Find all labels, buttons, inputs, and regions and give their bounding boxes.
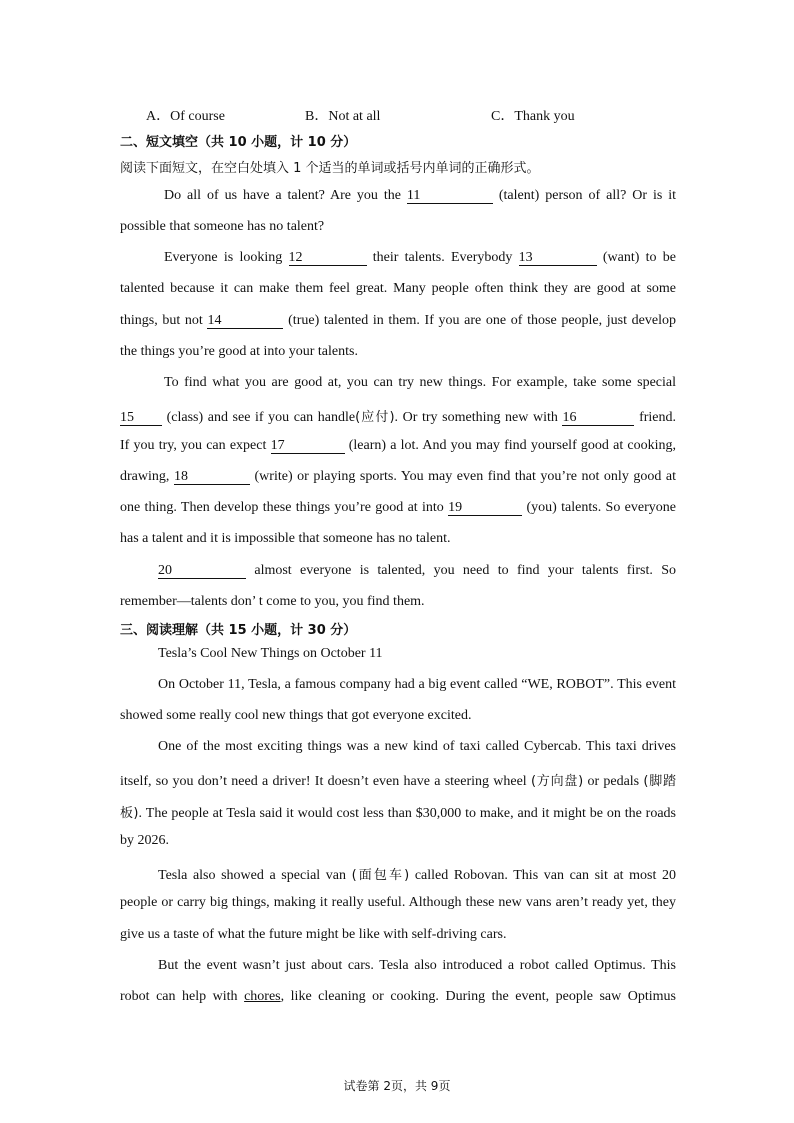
article-line: robot can help with chores, like cleaning or cooking. During the event, people saw Optimus <box>120 989 676 1004</box>
article-line: On October 11, Tesla, a famous company had a big event called “WE, ROBOT”. This event <box>158 677 676 692</box>
passage-line: talented because it can make them feel great. Many people often think they are good at some <box>120 281 676 296</box>
page-footer: 试卷第 2页，共 9页 <box>343 1079 451 1093</box>
section2-instruction: 阅读下面短文，在空白处填入 1 个适当的单词或括号内单词的正确形式。 <box>120 161 540 176</box>
blank-18: 18 <box>174 470 250 485</box>
article-line: people or carry big things, making it really useful. Although these new vans aren’t ready yet, they <box>120 895 676 910</box>
passage-line: To find what you are good at, you can try new things. For example, take some special <box>164 375 676 390</box>
article-line: by 2026. <box>120 833 169 848</box>
article-title: Tesla’s Cool New Things on October 11 <box>158 646 383 661</box>
blank-12: 12 <box>289 251 367 266</box>
blank-17: 17 <box>271 439 345 454</box>
blank-11: 11 <box>407 189 493 204</box>
article-line: Tesla also showed a special van (面包车) called Robovan. This van can sit at most 20 <box>158 868 676 883</box>
article-line: showed some really cool new things that got everyone excited. <box>120 708 472 723</box>
passage-line: 15 (class) and see if you can handle(应付). Or try something new with 16 friend. <box>120 410 676 425</box>
blank-16: 16 <box>562 411 634 426</box>
passage-line: If you try, you can expect 17 (learn) a lot. And you may find yourself good at cooking, <box>120 438 676 453</box>
option-b: B．Not at all <box>305 109 381 124</box>
passage-line: Everyone is looking 12 their talents. Everybody 13 (want) to be <box>164 250 677 265</box>
passage-line: drawing, 18 (write) or playing sports. You may even find that you’re not only good at <box>120 469 677 484</box>
blank-13: 13 <box>519 251 597 266</box>
passage-line: things, but not 14 (true) talented in them. If you are one of those people, just develop <box>120 313 676 328</box>
passage-line: has a talent and it is impossible that someone has no talent. <box>120 531 451 546</box>
passage-line: one thing. Then develop these things you’re good at into 19 (you) talents. So everyone <box>120 500 676 515</box>
blank-20: 20 <box>158 564 246 579</box>
article-line: give us a taste of what the future might be like with self-driving cars. <box>120 927 507 942</box>
blank-14: 14 <box>207 314 283 329</box>
article-line: One of the most exciting things was a new kind of taxi called Cybercab. This taxi drives <box>158 739 676 754</box>
article-line: 板). The people at Tesla said it would cost less than $30,000 to make, and it might be on the roads <box>120 806 676 821</box>
blank-19: 19 <box>448 501 522 516</box>
passage-line: Do all of us have a talent? Are you the 11 (talent) person of all? Or is it <box>164 188 677 203</box>
passage-line: the things you’re good at into your talents. <box>120 344 358 359</box>
blank-15: 15 <box>120 411 162 426</box>
section2-heading: 二、短文填空（共 10 小题，计 10 分） <box>120 135 357 150</box>
article-line: itself, so you don’t need a driver! It doesn’t even have a steering wheel (方向盘) or pedals (脚踏 <box>120 774 677 789</box>
passage-line: possible that someone has no talent? <box>120 219 325 234</box>
passage-line: remember—talents don’ t come to you, you find them. <box>120 594 425 609</box>
article-line: But the event wasn’t just about cars. Tesla also introduced a robot called Optimus. This <box>158 958 676 973</box>
underlined-word-chores: chores <box>244 989 281 1004</box>
option-a: A．Of course <box>146 109 225 124</box>
passage-line: 20 almost everyone is talented, you need to find your talents first. So <box>158 563 676 578</box>
option-c: C．Thank you <box>491 109 575 124</box>
section3-heading: 三、阅读理解（共 15 小题，计 30 分） <box>120 623 357 638</box>
